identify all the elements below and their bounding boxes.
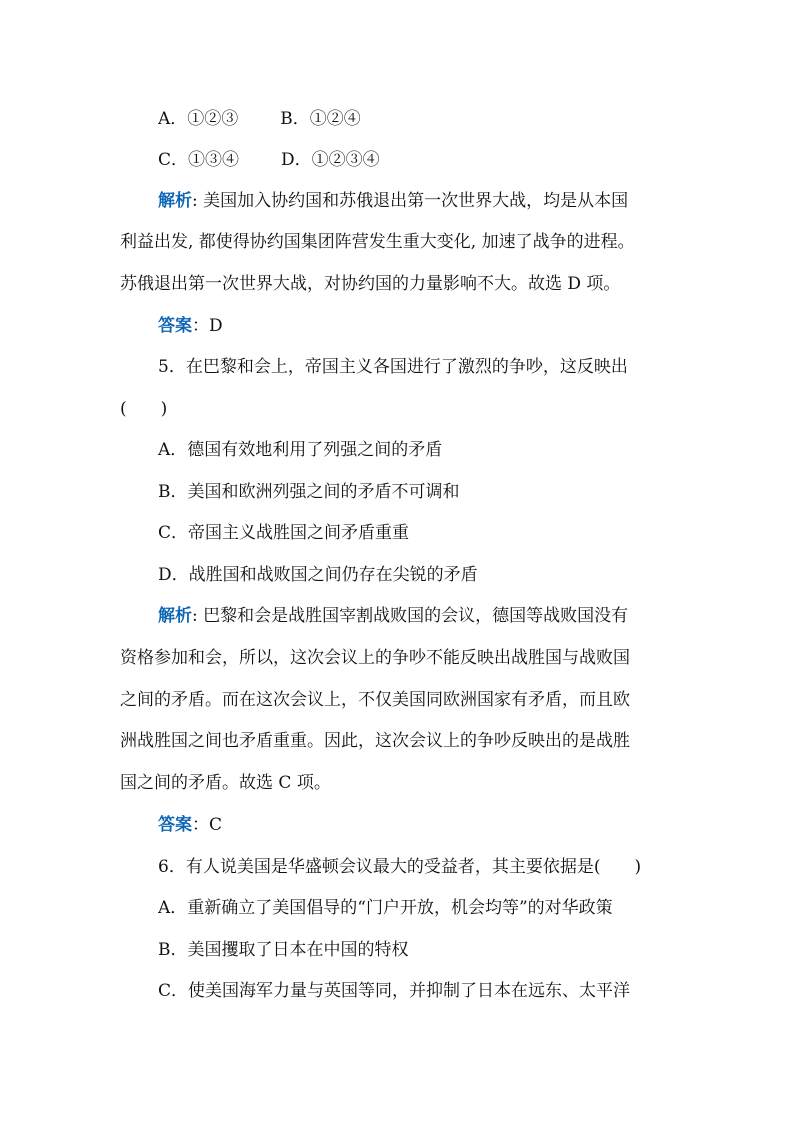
q4-answer-value: ：D [192,316,223,336]
q6-option-c: C．使美国海军力量与英国等同，并抑制了日本在远东、太平洋 [158,981,631,1001]
q6-option-a: A．重新确立了美国倡导的“门户开放，机会均等”的对华政策 [158,898,613,918]
q5-analysis-line-3: 之间的矛盾。而在这次会议上，不仅美国同欧洲国家有矛盾，而且欧 [120,690,630,710]
q6-stem: 6．有人说美国是华盛顿会议最大的受益者，其主要依据是( ) [158,857,642,877]
q5-option-a: A．德国有效地利用了列强之间的矛盾 [158,440,443,460]
q4-option-b: B．①②④ [280,109,361,129]
q4-options-row1 [158,107,680,131]
q4-analysis-line-2: 利益出发, 都使得协约国集团阵营发生重大变化, 加速了战争的进程。 [120,232,635,252]
q5-analysis-line-4: 洲战胜国之间也矛盾重重。因此，这次会议上的争吵反映出的是战胜 [120,731,630,751]
q5-option-d: D．战胜国和战败国之间仍存在尖锐的矛盾 [158,565,478,585]
q5-option-c: C．帝国主义战胜国之间矛盾重重 [158,523,410,543]
q4-analysis-label: 解析 [158,191,192,211]
q6-option-b: B．美国攫取了日本在中国的特权 [158,940,409,960]
q5-analysis-line-1: 解析: 巴黎和会是战胜国宰割战败国的会议，德国等战败国没有 [158,606,629,626]
q5-answer-value: ：C [192,815,223,835]
q4-options-row2 [158,148,680,172]
q4-option-c: C．①③④ [158,150,240,170]
q5-answer-label: 答案 [158,815,192,835]
q4-analysis-line-1: 解析: 美国加入协约国和苏俄退出第一次世界大战，均是从本国 [158,191,629,211]
q5-stem-line-2: ( ) [120,399,168,419]
q4-answer-label: 答案 [158,316,192,336]
q5-analysis-label: 解析 [158,606,192,626]
q5-analysis-line-2: 资格参加和会，所以，这次会议上的争吵不能反映出战胜国与战败国 [120,648,630,668]
q5-answer [158,813,680,837]
q4-analysis-line-3: 苏俄退出第一次世界大战，对协约国的力量影响不大。故选 D 项。 [120,274,621,294]
q4-option-a: A．①②③ [158,109,239,129]
q5-stem-line-1: 5．在巴黎和会上，帝国主义各国进行了激烈的争吵，这反映出 [158,357,628,377]
q5-option-b: B．美国和欧洲列强之间的矛盾不可调和 [158,482,460,502]
q4-option-d: D．①②③④ [281,150,380,170]
q5-analysis-line-5: 国之间的矛盾。故选 C 项。 [120,773,331,793]
q4-answer [158,314,680,338]
